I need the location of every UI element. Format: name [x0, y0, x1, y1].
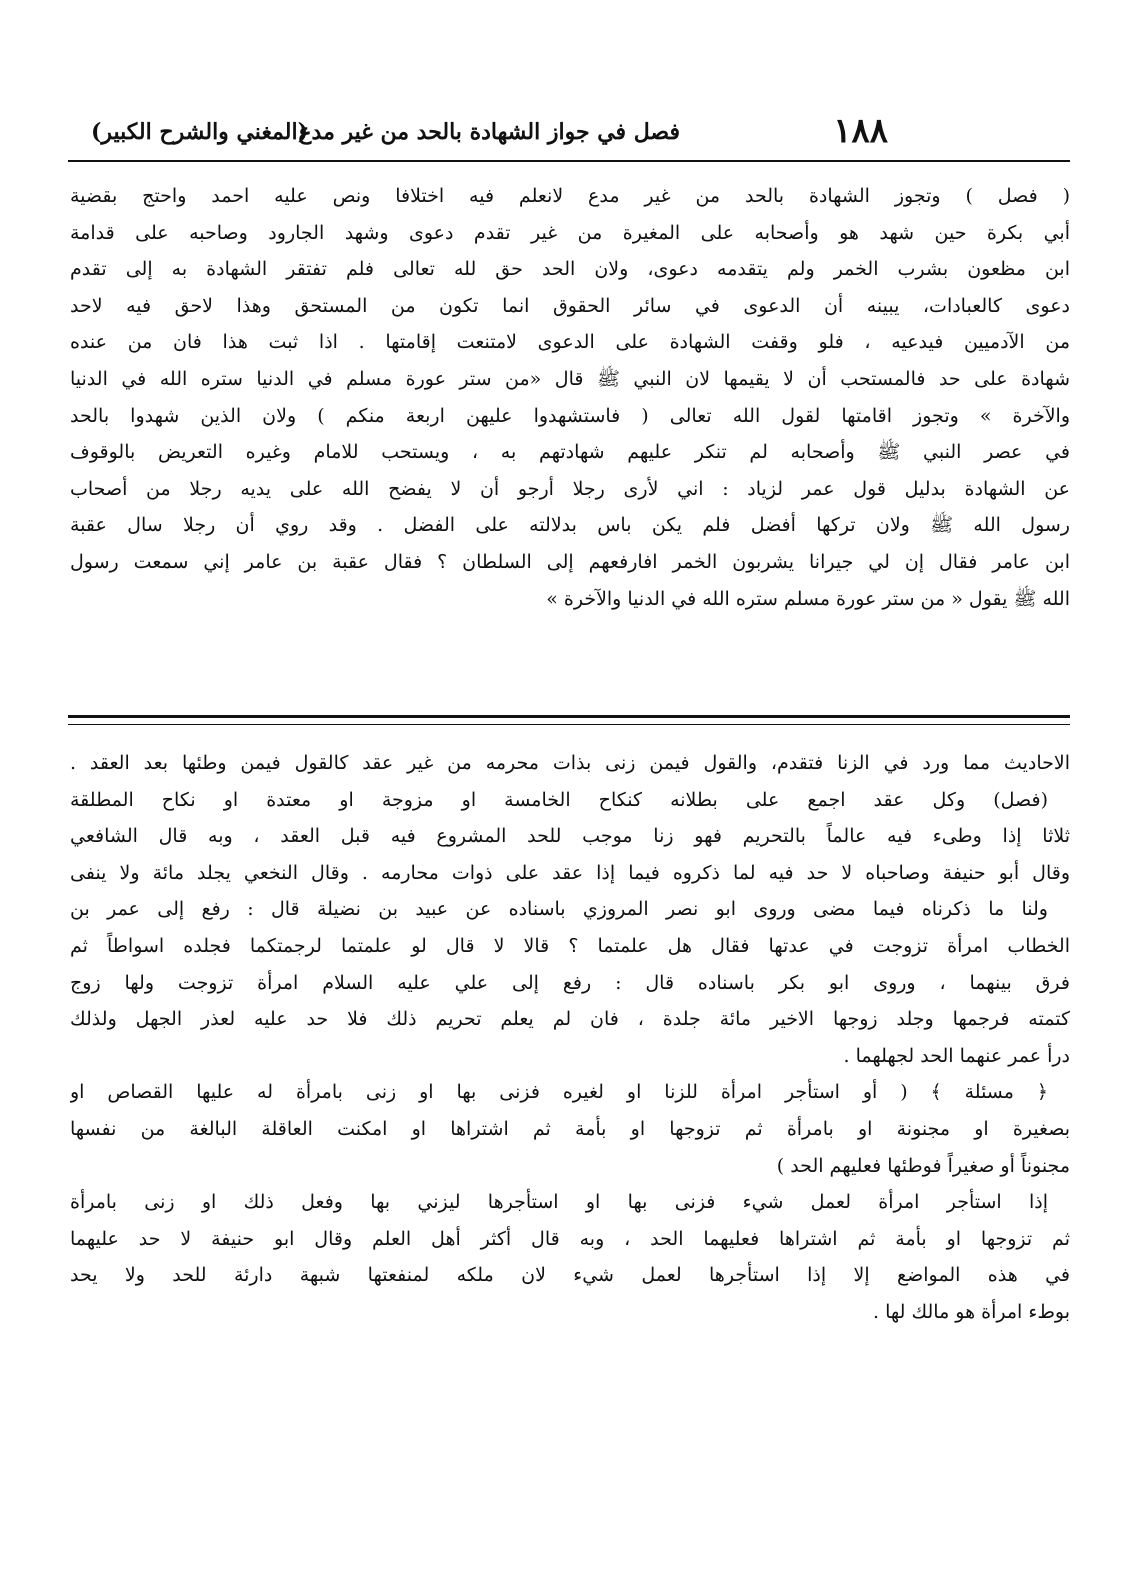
running-header [58, 108, 1068, 156]
text-line: شهادة على حد فالمستحب أن لا يقيمها لان النبي ﷺ قال «من ستر عورة مسلم في الدنيا ستره الله في الدنيا [70, 367, 1070, 390]
text-line: ابن مظعون بشرب الخمر ولم يتقدمه دعوى، ولان الحد حق لله تعالى فلم تفتقر الشهادة به إلى تقدم [70, 258, 1070, 281]
text-line: وقال أبو حنيفة وصاحباه لا حد فيه لما ذكروه فيما إذا عقد على ذوات محارمه . وقال النخعي يجلد مائة ولا ينفى [70, 861, 1070, 884]
text-line: الاحاديث مما ورد في الزنا فتقدم، والقول فيمن زنى بذات محرمه من غير عقد كالقول فيمن وطئها بعد العقد . [70, 752, 1070, 774]
text-line: مجنوناً أو صغيراً فوطئها فعليهم الحد ) [776, 1154, 1070, 1177]
text-line: ثم تزوجها او بأمة ثم اشتراها فعليهما الحد ، وبه قال أكثر أهل العلم وقال ابو حنيفة لا حد عليهما [70, 1227, 1070, 1250]
text-line: أبي بكرة حين شهد هو وأصحابه على المغيرة من غير تقدم دعوى وشهد الجارود وصاحبه على قدامة [70, 221, 1070, 244]
text-line: ثلاثا إذا وطىء فيه عالماً بالتحريم فهو زنا موجب للحد المشروع فيه قبل العقد ، وبه قال الشافعي [70, 825, 1070, 848]
lower-text-block [70, 745, 1070, 1331]
text-line: ولنا ما ذكرناه فيما مضى وروى ابو نصر المروزي باسناده عن عبيد بن نضيلة قال : رفع إلى عمر بن [70, 898, 1048, 921]
page-number: ١٨٨ [833, 111, 888, 151]
section-separator [68, 715, 1070, 725]
text-line: درأ عمر عنهما الحد لجهلهما . [843, 1044, 1070, 1067]
text-line: بصغيرة او مجنونة او بامرأة ثم تزوجها او بأمة ثم اشتراها او امكنت العاقلة البالغة من نفسها [70, 1117, 1070, 1140]
text-line: ابن عامر فقال إن لي جيرانا يشربون الخمر افارفعهم إلى السلطان ؟ فقال عقبة بن عامر إني سمعت رسول [70, 550, 1070, 573]
text-line: ﴿ مسئلة ﴾ ( أو استأجر امرأة للزنا او لغيره فزنى بها او زنى بامرأة له عليها القصاص او [70, 1081, 1048, 1104]
text-line: الخطاب امرأة تزوجت في عدتها فقال هل علمتما ؟ قالا لا قال لو علمتما لرجمتكما فجلده اسواطاً ثم [70, 934, 1070, 957]
text-line: (فصل) وكل عقد اجمع على بطلانه كنكاح الخامسة او مزوجة او معتدة او نكاح المطلقة [70, 788, 1048, 811]
text-line: من الآدميين فيدعيه ، فلو وقفت الشهادة على الدعوى لامتنعت إقامتها . اذا ثبت هذا فان من عنده [70, 331, 1070, 354]
book-title: (المغني والشرح الكبير) [90, 119, 308, 145]
text-line: والآخرة » وتجوز اقامتها لقول الله تعالى ( فاستشهدوا عليهن اربعة منكم ) ولان الذين شهدوا بالحد [70, 404, 1070, 427]
text-line: في هذه المواضع إلا إذا استأجرها لعمل شيء لان ملكه لمنفعتها شبهة دارئة للحد ولا يحد [70, 1264, 1070, 1287]
text-line: الله ﷺ يقول « من ستر عورة مسلم ستره الله في الدنيا والآخرة » [546, 587, 1070, 610]
text-line: بوطء امرأة هو مالك لها . [873, 1300, 1070, 1323]
text-line: رسول الله ﷺ ولان تركها أفضل فلم يكن باس بدلالته على الفضل . وقد روي أن رجلا سال عقبة [70, 514, 1070, 537]
text-line: دعوى كالعبادات، يبينه أن الدعوى في سائر الحقوق انما تكون من المستحق وهذا لاحق فيه لاحد [70, 294, 1070, 317]
upper-text-block [70, 178, 1070, 617]
text-line: كتمته فرجمها وجلد زوجها الاخير مائة جلدة ، فان لم يعلم تحريم ذلك فلا حد عليه لعذر الجهل ولذلك [70, 1008, 1070, 1031]
text-line: ( فصل ) وتجوز الشهادة بالحد من غير مدع لانعلم فيه اختلافا ونص عليه احمد واحتج بقضية [70, 185, 1070, 207]
header-rule [68, 160, 1070, 162]
text-line: إذا استأجر امرأة لعمل شيء فزنى بها او استأجرها ليزني بها وفعل ذلك او زنى بامرأة [70, 1191, 1048, 1214]
text-line: فرق بينهما ، وروى ابو بكر باسناده قال : رفع إلى علي عليه السلام امرأة تزوجت ولها زوج [70, 971, 1070, 994]
text-line: عن الشهادة بدليل قول عمر لزياد : اني لأرى رجلا أرجو أن لا يفضح الله على يديه رجلا من أصحاب [70, 477, 1070, 500]
section-title: فصل في جواز الشهادة بالحد من غير مدع [298, 119, 680, 145]
text-line: في عصر النبي ﷺ وأصحابه لم تنكر عليهم شهادتهم به ، ويستحب للامام وغيره التعريض بالوقوف [70, 441, 1070, 464]
